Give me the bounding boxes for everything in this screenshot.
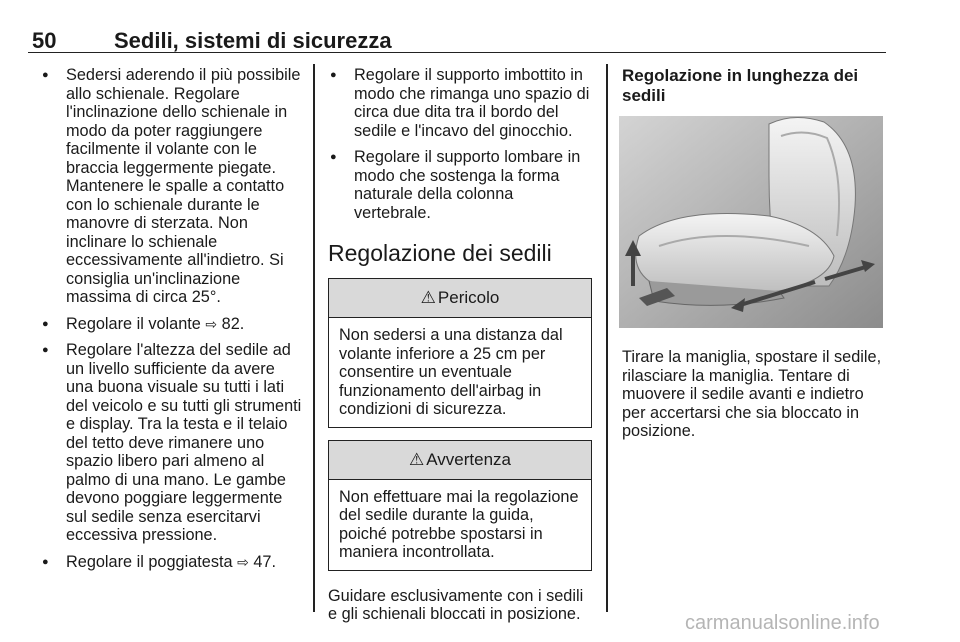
list-item: ● Regolare il supporto imbottito in modo che rimanga uno spazio di circa due dita tra il bordo del sedile e l'incavo del ginocchio. (328, 66, 592, 140)
steering-ref[interactable]: 82. (221, 314, 245, 333)
danger-title: Pericolo (437, 288, 500, 307)
adjustment-list (40, 66, 302, 571)
steering-text: Regolare il volante (66, 314, 201, 333)
ref-arrow-icon: ⇨ (237, 553, 249, 570)
caution-box-header (329, 441, 591, 480)
warning-triangle-icon: ⚠ (409, 449, 425, 469)
support-list (328, 66, 592, 222)
caution-box (328, 440, 592, 571)
page-header (28, 22, 886, 53)
list-item (40, 315, 302, 334)
instruction-paragraph: Tirare la maniglia, spostare il sedile, rilasciare la maniglia. Tentare di muovere il sedile avanti e indietro per accertarsi che sia bloccato in posizione. (622, 348, 882, 440)
column-right (622, 66, 887, 441)
headrest-text: Regolare il poggiatesta (66, 552, 233, 571)
ref-arrow-icon: ⇨ (205, 315, 218, 332)
list-item (40, 553, 302, 572)
column-middle (328, 66, 592, 624)
seat-adjustment-illustration (619, 116, 883, 328)
chapter-title: Sedili, sistemi di sicurezza (114, 28, 392, 53)
danger-box (328, 278, 592, 428)
subsection-heading: Regolazione in lunghezza dei sedili (622, 66, 859, 105)
warning-triangle-icon: ⚠ (420, 288, 436, 307)
headrest-ref[interactable]: 47. (253, 552, 276, 571)
danger-text: Non sedersi a una distanza dal volante inferiore a 25 cm per consentire un eventuale funzionamento dell'airbag in condizioni di sicurezza. (339, 326, 563, 418)
list-item: ● Regolare il supporto lombare in modo che sostenga la forma naturale della colonna vertebrale. (328, 148, 592, 222)
caution-text: Non effettuare mai la regolazione del sedile durante la guida, poiché potrebbe spostarsi in maniera incontrollata. (339, 487, 579, 561)
closing-paragraph: Guidare esclusivamente con i sedili e gli schienali bloccati in posizione. (328, 586, 584, 623)
page-number: 50 (32, 28, 57, 53)
caution-title: Avvertenza (426, 449, 511, 469)
danger-box-header (329, 279, 591, 318)
column-divider (606, 64, 608, 612)
column-divider (313, 64, 315, 612)
column-left (40, 66, 302, 579)
section-heading: Regolazione dei sedili (328, 240, 552, 266)
list-item: ● Sedersi aderendo il più possibile allo schienale. Regolare l'inclinazione dello schienale in modo da poter raggiungere facilmente il volante con le braccia leggermente piegate. Mantenere le spalle a contatto con lo schienale durante le manovre di sterzata. Non inclinare lo schienale eccessivamente all'indietro. Si consiglia un'inclinazione massima di circa 25°. (40, 66, 302, 307)
list-item: ● Regolare l'altezza del sedile ad un livello sufficiente da avere una buona visuale su tutti i lati del veicolo e su tutti gli strumenti e display. Tra la testa e il telaio del tetto deve rimanere uno spazio libero pari almeno al palmo di una mano. Le gambe devono poggiare leggermente sul sedile senza esercitarvi eccessiva pressione. (40, 341, 302, 545)
watermark: carmanualsonline.info (685, 612, 880, 634)
